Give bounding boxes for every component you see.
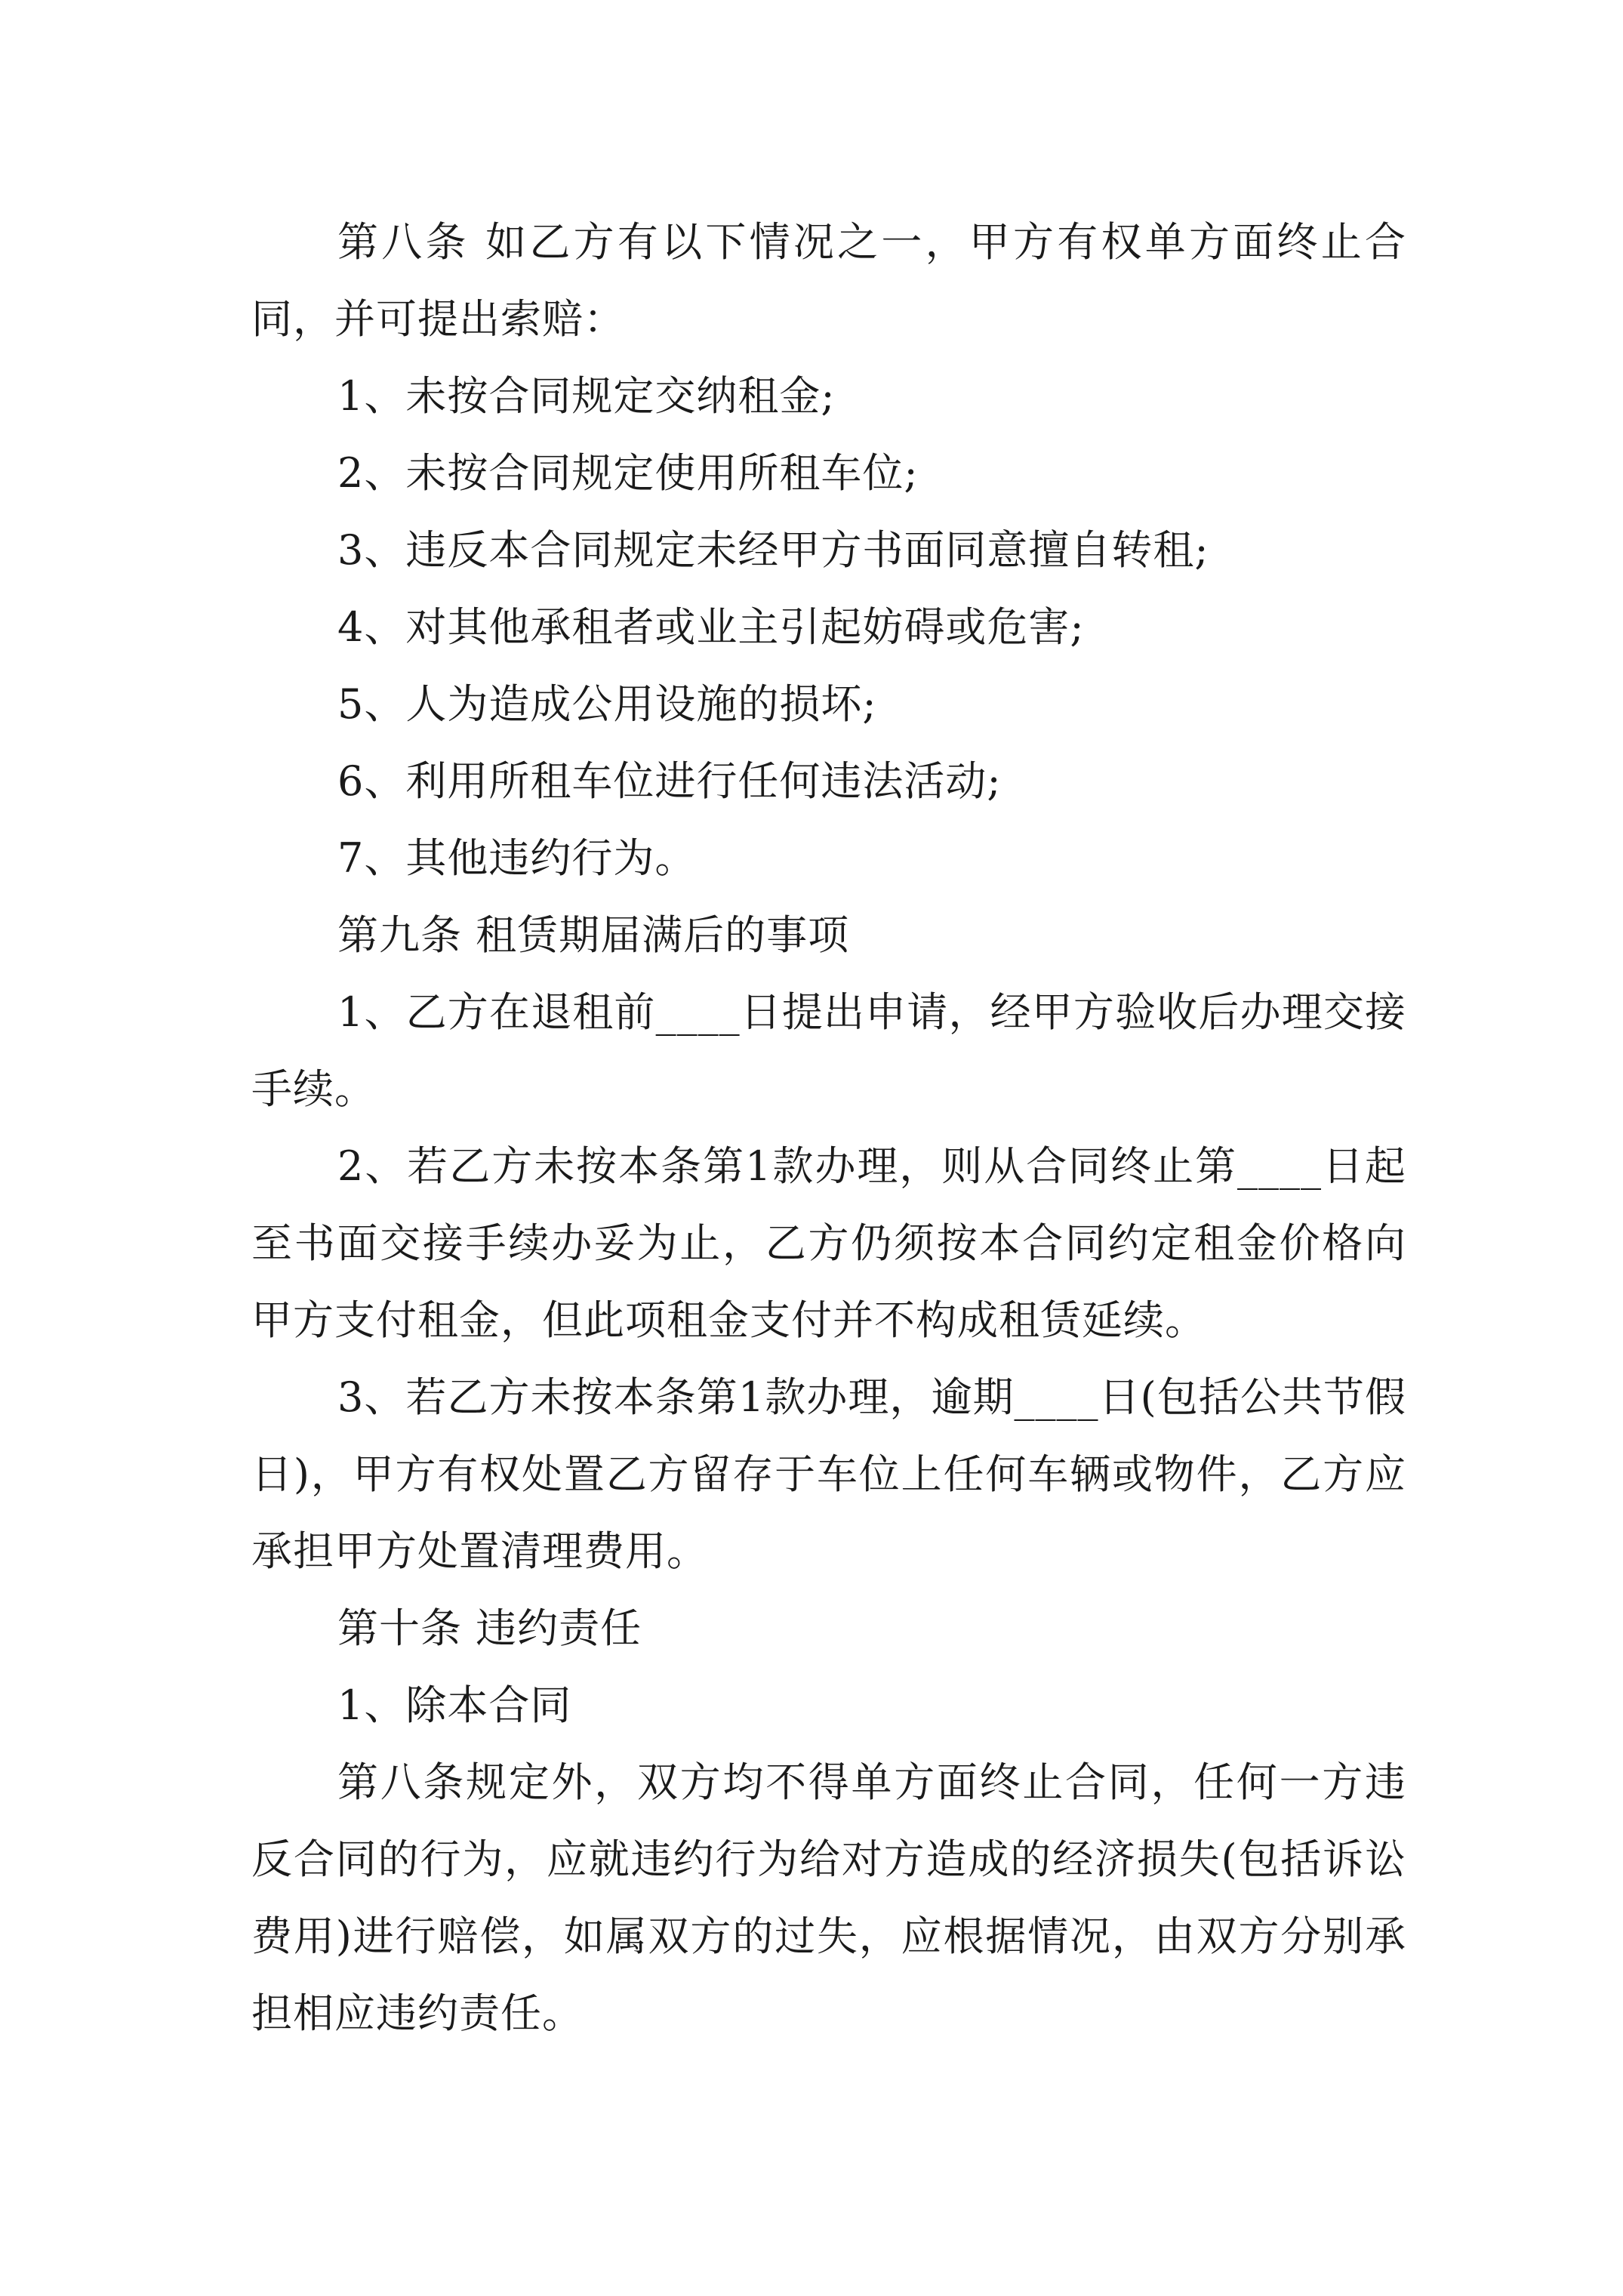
article-8-item-3: 3、违反本合同规定未经甲方书面同意擅自转租; bbox=[337, 526, 1209, 574]
article-9-item-1: 1、乙方在退租前____日提出申请，经甲方验收后办理交接手续。 bbox=[251, 988, 1406, 1113]
article-10-heading: 第十条 违约责任 bbox=[337, 1604, 642, 1652]
article-10-item-1: 1、除本合同 bbox=[337, 1681, 572, 1729]
document-body bbox=[251, 204, 1406, 2052]
article-9-item-2: 2、若乙方未按本条第1款办理，则从合同终止第____日起至书面交接手续办妥为止，乙方仍须按本合同约定租金价格向甲方支付租金，但此项租金支付并不构成租赁延续。 bbox=[251, 1142, 1406, 1344]
article-8-item-5: 5、人为造成公用设施的损坏; bbox=[337, 680, 877, 728]
article-8-heading: 第八条 如乙方有以下情况之一，甲方有权单方面终止合同，并可提出索赔： bbox=[251, 218, 1406, 343]
article-8-item-2: 2、未按合同规定使用所租车位; bbox=[337, 449, 919, 497]
article-8-item-7: 7、其他违约行为。 bbox=[337, 834, 697, 882]
article-9-item-3: 3、若乙方未按本条第1款办理，逾期____日(包括公共节假日)，甲方有权处置乙方留存于车位上任何车辆或物件，乙方应承担甲方处置清理费用。 bbox=[251, 1373, 1406, 1575]
article-8-item-1: 1、未按合同规定交纳租金; bbox=[337, 372, 836, 420]
article-8-item-4: 4、对其他承租者或业主引起妨碍或危害; bbox=[337, 603, 1085, 651]
article-9-heading: 第九条 租赁期届满后的事项 bbox=[337, 911, 850, 959]
article-10-item-1-continued: 第八条规定外，双方均不得单方面终止合同，任何一方违反合同的行为，应就违约行为给对方造成的经济损失(包括诉讼费用)进行赔偿，如属双方的过失，应根据情况，由双方分别承担相应违约责任。 bbox=[251, 1758, 1406, 2037]
article-8-item-6: 6、利用所租车位进行任何违法活动; bbox=[337, 757, 1002, 805]
